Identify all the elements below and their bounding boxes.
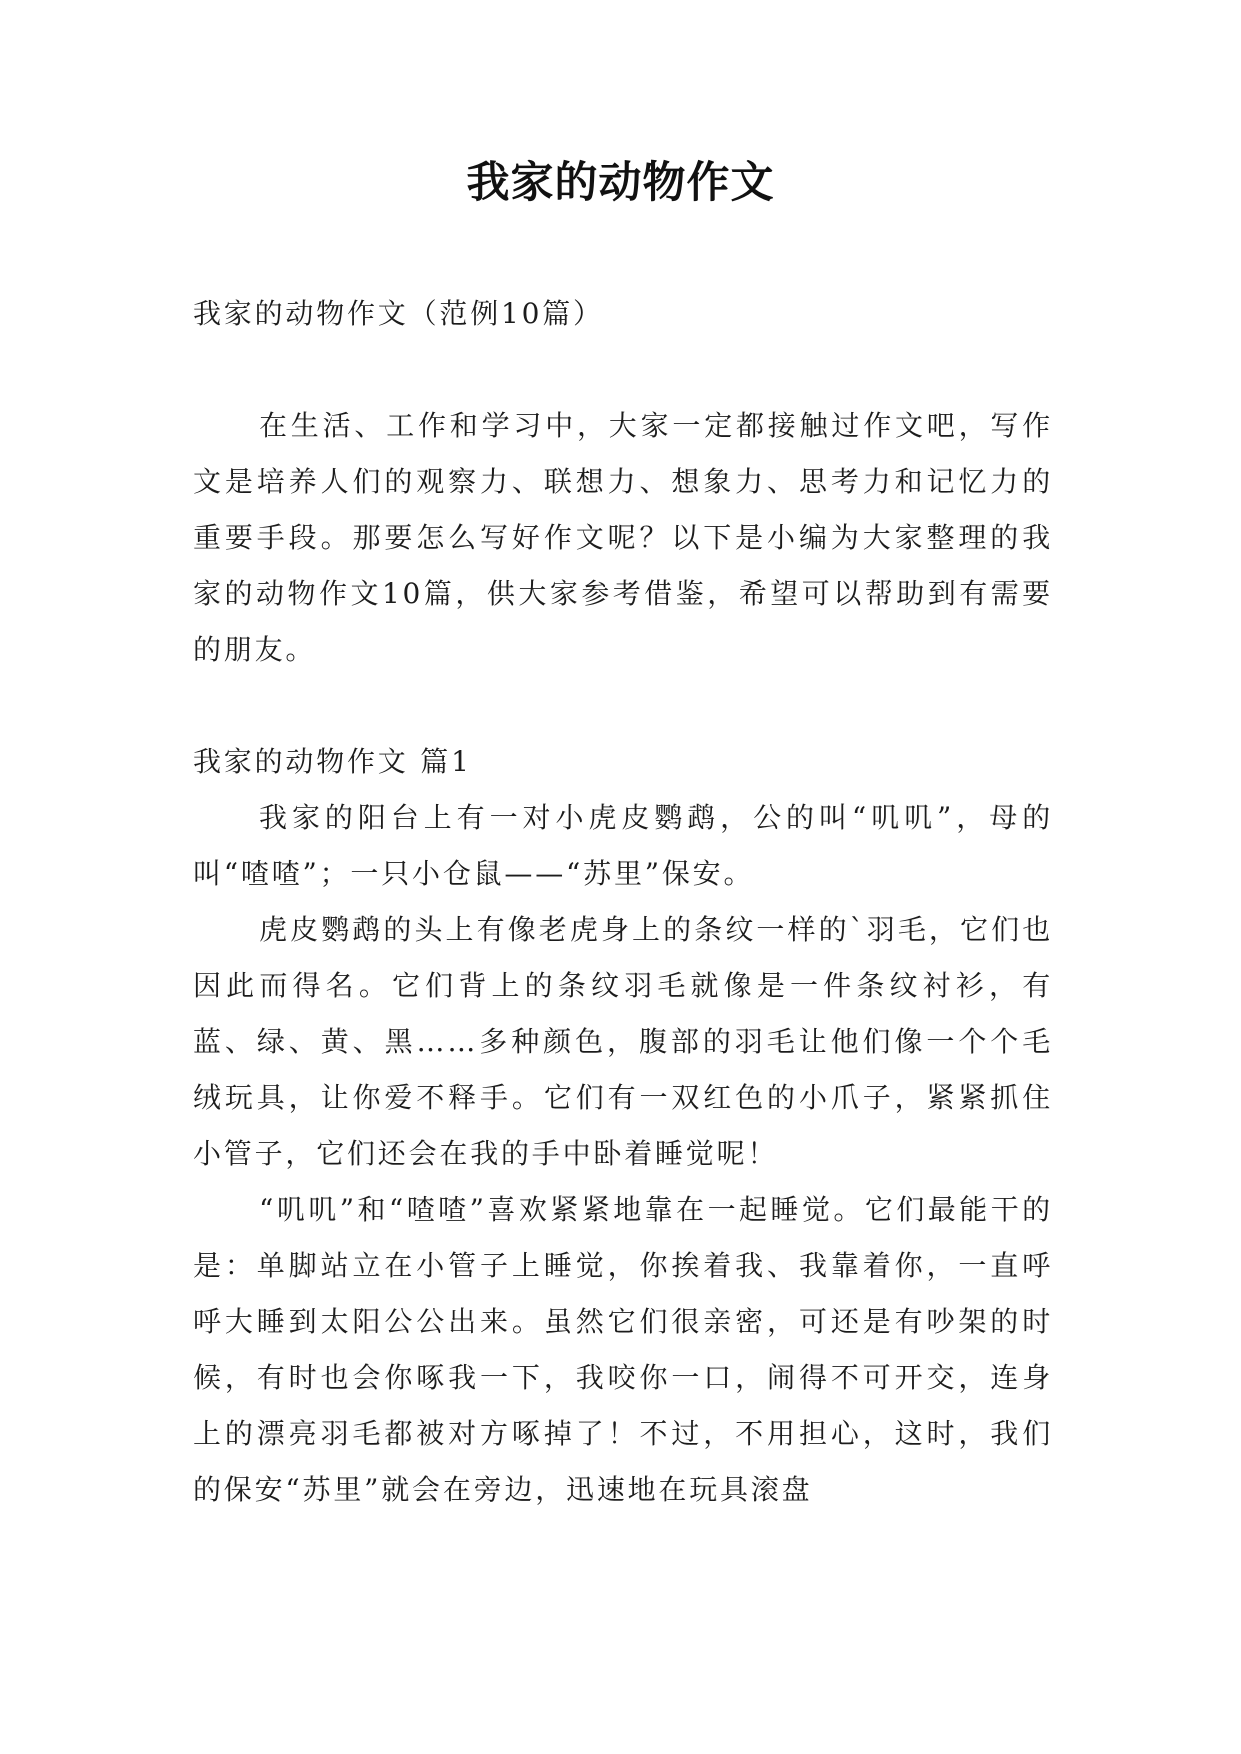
body-paragraph: “叽叽”和“喳喳”喜欢紧紧地靠在一起睡觉。它们最能干的是：单脚站立在小管子上睡觉，你挨着我、我靠着你，一直呼呼大睡到太阳公公出来。虽然它们很亲密，可还是有吵架的时候，有时也会你啄我一下，我咬你一口，闹得不可开交，连身上的漂亮羽毛都被对方啄掉了！不过，不用担心，这时，我们的保安“苏里”就会在旁边，迅速地在玩具滚盘	[193, 1193, 1053, 1506]
document-subtitle: 我家的动物作文（范例10篇）	[193, 297, 604, 330]
document-title: 我家的动物作文	[466, 158, 775, 208]
document-body	[193, 286, 1053, 1518]
intro-paragraph: 在生活、工作和学习中，大家一定都接触过作文吧，写作文是培养人们的观察力、联想力、想象力、思考力和记忆力的重要手段。那要怎么写好作文呢？以下是小编为大家整理的我家的动物作文10篇，供大家参考借鉴，希望可以帮助到有需要的朋友。	[193, 409, 1053, 666]
section-heading: 我家的动物作文 篇1	[193, 745, 472, 778]
body-paragraph: 我家的阳台上有一对小虎皮鹦鹉，公的叫“叽叽”，母的叫“喳喳”；一只小仓鼠——“苏里”保安。	[193, 801, 1053, 890]
body-paragraph: 虎皮鹦鹉的头上有像老虎身上的条纹一样的`羽毛，它们也因此而得名。它们背上的条纹羽毛就像是一件条纹衬衫，有蓝、绿、黄、黑……多种颜色，腹部的羽毛让他们像一个个毛绒玩具，让你爱不释手。它们有一双红色的小爪子，紧紧抓住小管子，它们还会在我的手中卧着睡觉呢！	[193, 913, 1053, 1170]
